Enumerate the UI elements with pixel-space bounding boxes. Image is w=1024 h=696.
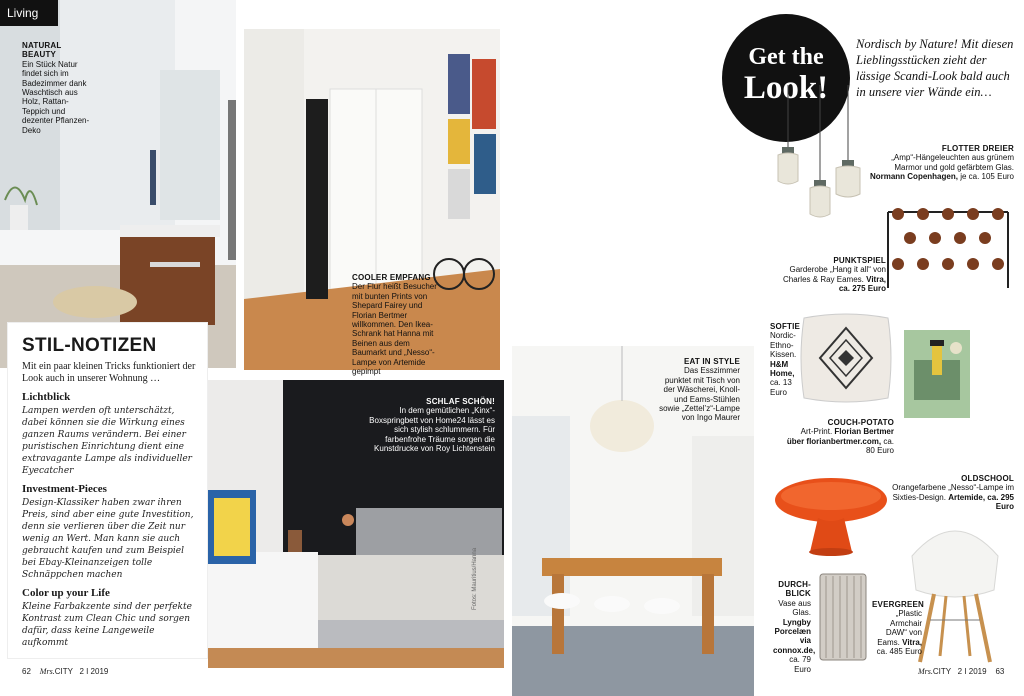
product-flotter-dreier xyxy=(866,144,1014,182)
product-text: Nordic-Ethno-Kissen. xyxy=(770,331,797,360)
page-number-left: 62 xyxy=(22,667,31,676)
product-source: Florian Bertmer über florianbertmer.com, xyxy=(786,427,894,446)
vase-product xyxy=(816,572,870,662)
style-notes-box xyxy=(8,323,207,658)
product-price: ca. 485 Euro xyxy=(876,647,922,657)
footer-right xyxy=(918,667,1004,676)
section-tag: Living xyxy=(0,0,58,26)
product-text: Garderobe „Hang it all“ von Charles & Ray Eames. xyxy=(782,265,886,284)
caption-title: NATURAL BEAUTY xyxy=(22,41,62,60)
caption-title: EAT IN STYLE xyxy=(683,357,740,366)
product-source: Vitra, xyxy=(902,637,922,647)
product-punktspiel xyxy=(780,256,886,294)
note-heading-color: Color up your Life xyxy=(22,587,110,599)
note-heading-lichtblick: Lichtblick xyxy=(22,391,71,403)
caption-natural-beauty xyxy=(22,41,96,135)
product-source: Vitra, ca. 275 Euro xyxy=(838,274,886,294)
pillow-product xyxy=(800,312,892,404)
caption-text: Ein Stück Natur findet sich im Badezimmer dank Waschtisch aus Holz, Rattan-Teppich und dezenter Pflanzen-Deko xyxy=(22,59,90,135)
product-text: Art-Print. xyxy=(800,427,833,437)
pendant-lights-product xyxy=(770,85,870,230)
brand-prefix: Mrs. xyxy=(918,667,933,676)
caption-text: In dem gemütlichen „Kinx“-Boxspringbett von Home24 lässt es sich stylish schlummern. Für farbenfrohe Träume sorgen die Kunstdrucke von Roy Lichtenstein xyxy=(369,406,495,454)
product-title: DURCH-BLICK xyxy=(778,580,811,599)
issue: 2 I 2019 xyxy=(957,667,987,676)
notes-intro: Mit ein paar kleinen Tricks funktioniert der Look auch in unserer Wohnung … xyxy=(22,361,196,384)
product-softie xyxy=(770,322,802,397)
caption-schlaf-schoen xyxy=(363,397,495,453)
note-text-color: Kleine Farbakzente sind der perfekte Kontrast zum Clean Chic und sorgen dafür, dass keine Langeweile aufkommt xyxy=(22,602,192,648)
product-couch-potato xyxy=(786,418,894,456)
coat-rack-product xyxy=(878,202,1018,294)
product-source: H&M Home, xyxy=(770,359,795,379)
product-title: SOFTIE xyxy=(770,322,801,331)
product-title: COUCH-POTATO xyxy=(827,418,894,427)
product-durchblick xyxy=(773,580,816,674)
note-text-investment: Design-Klassiker haben zwar ihren Preis, sind aber eine gute Investition, denn sie verlieren über die Zeit nur wenig an Wert. Man kann sie auch gebraucht kaufen und zum Beispiel bei Ebay-Kleinanzeigen tolle Schnäppchen machen xyxy=(22,498,194,580)
product-title: FLOTTER DREIER xyxy=(941,144,1014,153)
product-source: Lyngby Porcelæn via connox.de, xyxy=(773,617,816,655)
product-price: ca. 80 Euro xyxy=(865,436,894,456)
caption-text: Das Esszimmer punktet mit Tisch von der Wäscherei, Knoll- und Eams-Stühlen sowie „Zettel’z“-Lampe von Ingo Maurer xyxy=(659,366,740,423)
product-oldschool xyxy=(886,474,1014,512)
footer-left xyxy=(22,667,108,676)
product-text: Vase aus Glas. xyxy=(778,598,811,618)
notes-title: STIL-NOTIZEN xyxy=(22,335,157,356)
product-evergreen xyxy=(872,600,925,657)
caption-cooler-empfang xyxy=(352,273,444,376)
caption-title: SCHLAF SCHÖN! xyxy=(426,397,495,406)
caption-title: COOLER EMPFANG xyxy=(352,273,431,282)
product-title: OLDSCHOOL xyxy=(961,474,1014,483)
product-text: Orangefarbene „Nesso“-Lampe im Sixties-Design. xyxy=(892,483,1014,502)
caption-eat-in-style xyxy=(656,357,740,423)
badge-line-2: Look! xyxy=(743,70,829,106)
brand-name: CITY xyxy=(54,667,73,676)
nesso-lamp-product xyxy=(772,474,890,558)
product-title: EVERGREEN xyxy=(872,600,925,609)
note-text-lichtblick: Lampen werden oft unterschätzt, dabei können sie die Wirkung eines ganzen Raums verändern. Bei einer puristischen Einrichtung dient eine extravagante Lampe als individueller Eyecatcher xyxy=(22,406,192,476)
product-price: je ca. 105 Euro xyxy=(960,172,1014,182)
badge-line-1: Get the xyxy=(748,44,824,70)
product-price: ca. 13 Euro xyxy=(770,378,792,397)
brand-prefix: Mrs. xyxy=(39,667,55,676)
art-print-product xyxy=(904,330,970,418)
issue: 2 I 2019 xyxy=(79,667,109,676)
product-text: „Amp“-Hängeleuchten aus grünem Marmor und gold gefärbtem Glas. xyxy=(891,153,1014,172)
page-number-right: 63 xyxy=(995,667,1005,676)
product-title: PUNKTSPIEL xyxy=(833,256,886,265)
note-heading-investment: Investment-Pieces xyxy=(22,483,107,495)
product-source: Normann Copenhagen, xyxy=(869,172,958,182)
brand-name: CITY xyxy=(932,667,951,676)
product-text: „Plastic Armchair DAW“ von Eams. xyxy=(877,609,922,647)
photo-credit: Fotos: Mauritius/Hanna xyxy=(472,547,478,610)
caption-text: Der Flur heißt Besucher mit bunten Prints von Shepard Fairey und Florian Bertmer willkommen. Den Ikea-Schrank hat Hanna mit Beinen aus dem Baumarkt und „Nesso“-Lampe von Artemide gepimpt xyxy=(352,282,437,377)
get-the-look-intro: Nordisch by Nature! Mit diesen Lieblingsstücken zieht der lässige Scandi-Look bald auch in unsere vier Wände ein… xyxy=(856,37,1014,99)
product-price: ca. 79 Euro xyxy=(789,655,811,674)
product-source: Artemide, ca. 295 Euro xyxy=(948,492,1014,512)
